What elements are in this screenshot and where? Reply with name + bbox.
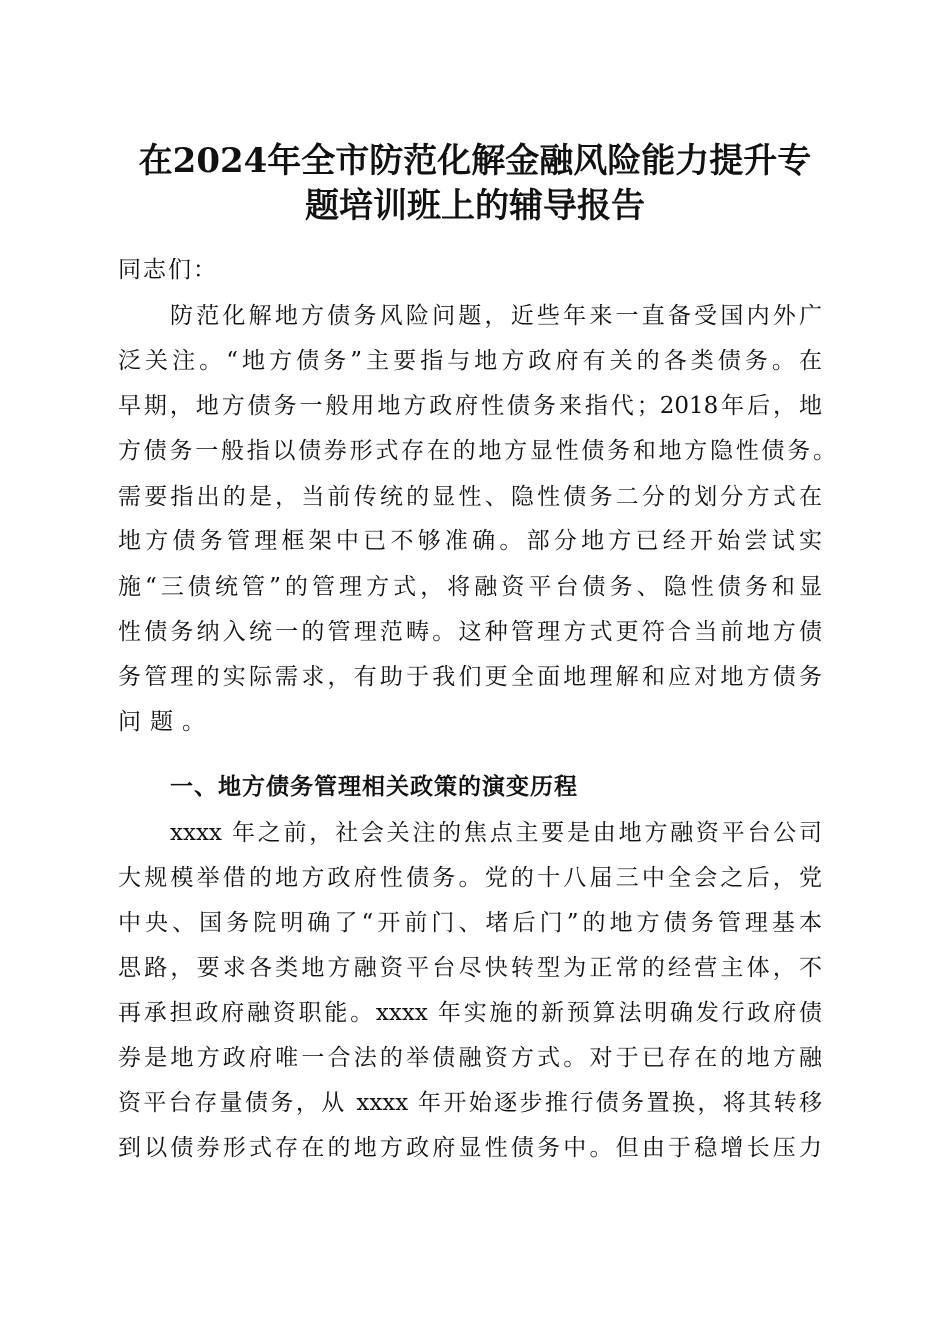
text-line: 早期，地方债务一般用地方政府性债务来指代；2018年后，地 (118, 393, 822, 419)
text-line: 务管理的实际需求，有助于我们更全面地理解和应对地方债务 (118, 664, 822, 690)
document-title-line-1: 在2024年全市防范化解金融风险能力提升专 (138, 141, 812, 181)
text-line: 券是地方政府唯一合法的举债融资方式。对于已存在的地方融 (118, 1045, 822, 1071)
section-heading: 一、地方债务管理相关政策的演变历程 (170, 774, 578, 800)
text-line: 到以债券形式存在的地方政府显性债务中。但由于稳增长压力 (118, 1135, 822, 1161)
text-line: 性债务纳入统一的管理范畴。这种管理方式更符合当前地方债 (118, 619, 822, 645)
text-line: 中央、国务院明确了“开前门、堵后门”的地方债务管理基本 (118, 910, 822, 936)
text-line: 思路，要求各类地方融资平台尽快转型为正常的经营主体，不 (118, 955, 822, 981)
text-line: 方债务一般指以债券形式存在的地方显性债务和地方隐性债务。 (118, 438, 836, 464)
text-line: 施“三债统管”的管理方式，将融资平台债务、隐性债务和显 (118, 574, 822, 600)
text-line: 问题。 (118, 709, 214, 735)
text-line: 再承担政府融资职能。xxxx 年实施的新预算法明确发行政府债 (118, 1000, 822, 1026)
document-title-line-2: 题培训班上的辅导报告 (305, 186, 645, 226)
text-line: 泛关注。“地方债务”主要指与地方政府有关的各类债务。在 (118, 348, 822, 374)
text-line: 防范化解地方债务风险问题，近些年来一直备受国内外广 (170, 303, 822, 329)
salutation: 同志们： (118, 257, 218, 283)
text-line: 大规模举借的地方政府性债务。党的十八届三中全会之后，党 (118, 865, 822, 891)
text-line: 资平台存量债务，从 xxxx 年开始逐步推行债务置换，将其转移 (118, 1090, 822, 1116)
text-line: xxxx 年之前，社会关注的焦点主要是由地方融资平台公司 (170, 820, 822, 846)
text-line: 需要指出的是，当前传统的显性、隐性债务二分的划分方式在 (118, 484, 822, 510)
text-line: 地方债务管理框架中已不够准确。部分地方已经开始尝试实 (118, 528, 822, 554)
